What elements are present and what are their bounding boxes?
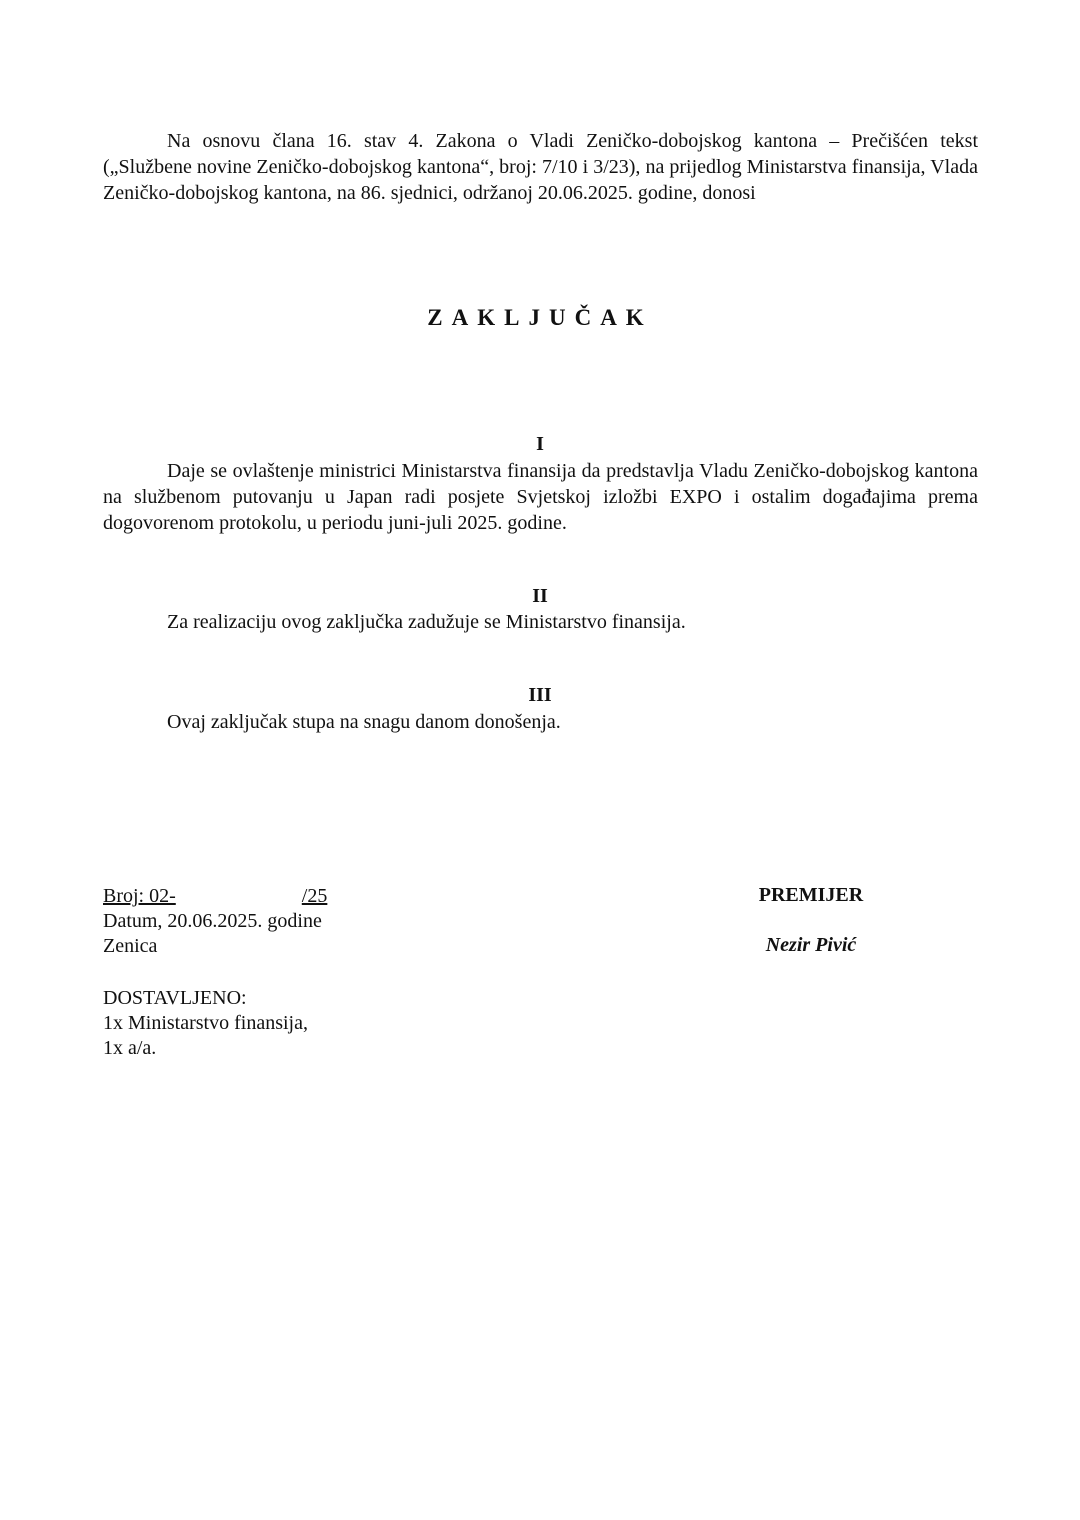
signatory-title: PREMIJER bbox=[758, 884, 864, 906]
intro-paragraph: Na osnovu člana 16. stav 4. Zakona o Vladi Zeničko-dobojskog kantona – Prečišćen tekst („Službene novine Zeničko-dobojskog kantona“, broj: 7/10 i 3/23), na prijedlog Ministarstva finansija, Vlada Zeničko-dobojskog kantona, na 86. sjednici, održanoj 20.06.2025. godine, donosi bbox=[103, 130, 978, 204]
reference-number bbox=[103, 884, 327, 909]
document-title: ZAKLJUČAK bbox=[427, 305, 653, 330]
section-number-1: I bbox=[536, 433, 544, 455]
distribution-list bbox=[103, 986, 308, 1061]
distribution-heading: DOSTAVLJENO: bbox=[103, 987, 247, 1009]
section-text-3: Ovaj zaključak stupa na snagu danom donošenja. bbox=[167, 711, 561, 733]
document-reference-block bbox=[103, 884, 327, 959]
section-number-2: II bbox=[532, 585, 548, 607]
reference-number-suffix: /25 bbox=[301, 885, 328, 907]
section-text-1: Daje se ovlaštenje ministrici Ministarstva finansija da predstavlja Vladu Zeničko-dobojskog kantona na službenom putovanju u Japan radi posjete Svjetskoj izložbi EXPO i ostalim događajima prema dogovorenom protokolu, u periodu juni-juli 2025. godine. bbox=[103, 460, 978, 534]
distribution-item: 1x Ministarstvo finansija, bbox=[103, 1012, 308, 1034]
document-date: Datum, 20.06.2025. godine bbox=[103, 910, 322, 932]
distribution-item: 1x a/a. bbox=[103, 1037, 157, 1059]
signatory-name: Nezir Pivić bbox=[765, 934, 857, 956]
document-place: Zenica bbox=[103, 935, 158, 957]
section-number-3: III bbox=[528, 684, 552, 706]
reference-number-prefix: Broj: 02- bbox=[103, 885, 176, 907]
section-text-2: Za realizaciju ovog zaključka zadužuje se Ministarstvo finansija. bbox=[167, 611, 686, 633]
